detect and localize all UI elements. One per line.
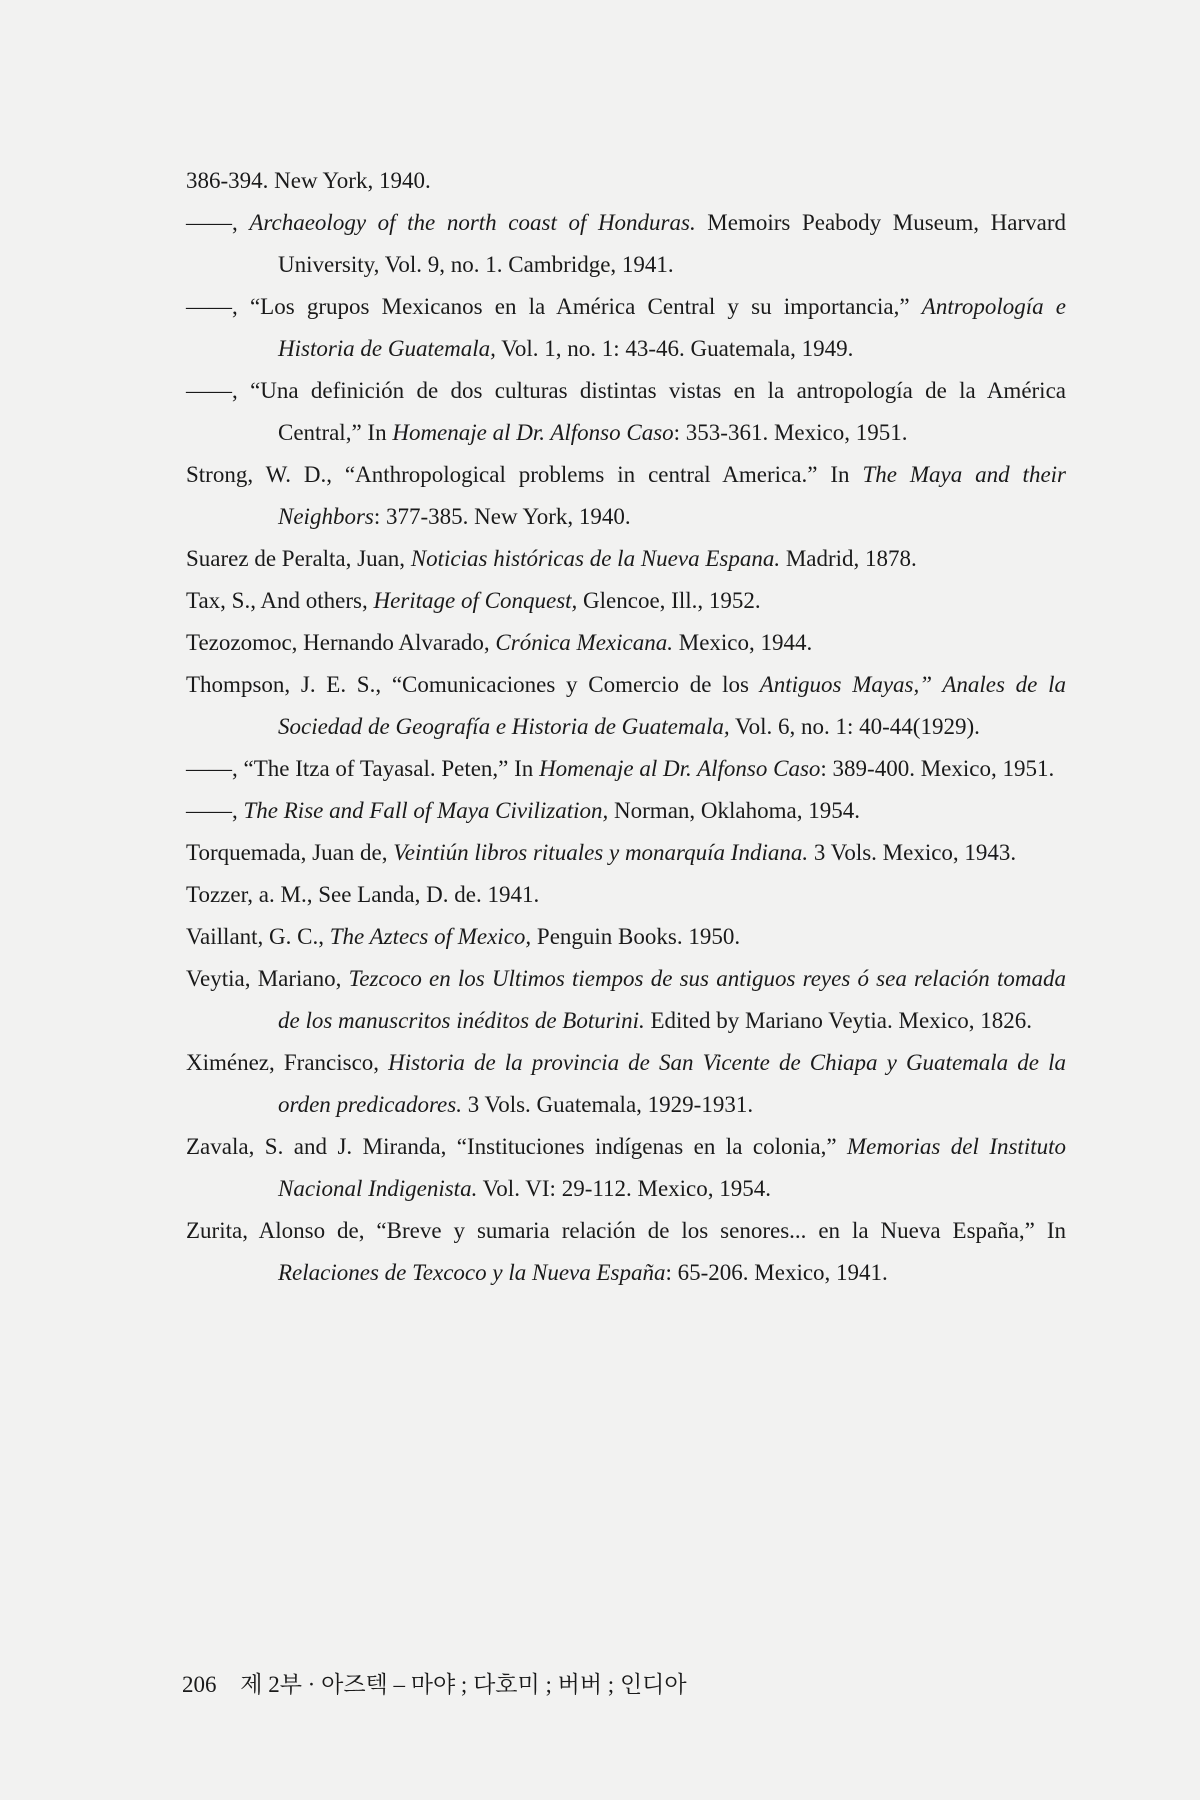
entry-title-italic: Homenaje al Dr. Alfonso Caso: [539, 756, 821, 781]
entry-title-italic: The Maya and their Neighbors: [278, 462, 1066, 529]
entry-text: Zavala, S. and J. Miranda, “Instituciones indígenas en la colonia,”: [186, 1134, 848, 1159]
bibliography-entry: [186, 454, 1066, 538]
entry-title-italic: The Aztecs of Mexico,: [329, 924, 532, 949]
bibliography-entry: [186, 790, 1066, 832]
entry-text: 386-394. New York, 1940.: [186, 168, 431, 193]
bibliography-entry: [186, 580, 1066, 622]
entry-text: Glencoe, Ill., 1952.: [577, 588, 761, 613]
entry-text: Ximénez, Francisco,: [186, 1050, 389, 1075]
entry-text: Thompson, J. E. S., “Comunicaciones y Comercio de los: [186, 672, 760, 697]
bibliography-entry: [186, 916, 1066, 958]
entry-title-italic: Antiguos Mayas,” Anales de la Sociedad de Geografía e Historia de Guatemala,: [278, 672, 1066, 739]
entry-text: Tozzer, a. M., See Landa, D. de. 1941.: [186, 882, 540, 907]
entry-text: Veytia, Mariano,: [186, 966, 349, 991]
entry-title-italic: Noticias históricas de la Nueva Espana.: [410, 546, 781, 571]
entry-text: Vol. VI: 29-112. Mexico, 1954.: [477, 1176, 772, 1201]
entry-title-italic: The Rise and Fall of Maya Civilization,: [243, 798, 609, 823]
bibliography-entry: [186, 958, 1066, 1042]
entry-text: Mexico, 1944.: [673, 630, 813, 655]
bibliography-entry: [186, 622, 1066, 664]
bibliography-entry: [186, 664, 1066, 748]
entry-text: Norman, Oklahoma, 1954.: [608, 798, 860, 823]
bibliography-list: [186, 160, 1066, 1294]
entry-title-italic: Memorias del Instituto Nacional Indigenista.: [278, 1134, 1066, 1201]
page-footer: [182, 1670, 687, 1700]
entry-text: Madrid, 1878.: [780, 546, 917, 571]
entry-text: ——, “The Itza of Tayasal. Peten,” In: [186, 756, 540, 781]
bibliography-entry: [186, 1126, 1066, 1210]
entry-text: Vaillant, G. C.,: [186, 924, 330, 949]
entry-text: : 377-385. New York, 1940.: [373, 504, 631, 529]
entry-text: Strong, W. D., “Anthropological problems in central America.” In: [186, 462, 863, 487]
entry-title-italic: Archaeology of the north coast of Honduras.: [249, 210, 696, 235]
bibliography-entry: [186, 874, 1066, 916]
running-head: 제 2부 · 아즈텍 – 마야 ; 다호미 ; 버버 ; 인디아: [240, 1672, 687, 1697]
entry-text: Vol. 1, no. 1: 43-46. Guatemala, 1949.: [495, 336, 854, 361]
bibliography-entry: [186, 202, 1066, 286]
entry-text: Penguin Books. 1950.: [531, 924, 741, 949]
entry-title-italic: Tezcoco en los Ultimos tiempos de sus antiguos reyes ó sea relación tomada de los manuscritos inéditos de Boturini.: [278, 966, 1066, 1033]
entry-text: Tezozomoc, Hernando Alvarado,: [186, 630, 496, 655]
entry-text: : 353-361. Mexico, 1951.: [673, 420, 908, 445]
bibliography-entry: [186, 286, 1066, 370]
entry-title-italic: Relaciones de Texcoco y la Nueva España: [278, 1260, 666, 1285]
bibliography-entry: [186, 748, 1066, 790]
entry-text: ——, “Los grupos Mexicanos en la América Central y su importancia,”: [186, 294, 922, 319]
entry-text: Suarez de Peralta, Juan,: [186, 546, 411, 571]
bibliography-entry: [186, 538, 1066, 580]
entry-text: ——,: [186, 798, 244, 823]
entry-text: : 389-400. Mexico, 1951.: [820, 756, 1055, 781]
bibliography-entry: [186, 370, 1066, 454]
entry-title-italic: Heritage of Conquest,: [373, 588, 578, 613]
entry-text: ——, “Una definición de dos culturas distintas vistas en la antropología de la América Central,” In: [186, 378, 1066, 445]
entry-title-italic: Antropología e Historia de Guatemala,: [278, 294, 1066, 361]
entry-text: Zurita, Alonso de, “Breve y sumaria relación de los senores... en la Nueva España,” In: [186, 1218, 1066, 1243]
page-number: 206: [182, 1672, 217, 1697]
entry-text: 3 Vols. Mexico, 1943.: [808, 840, 1017, 865]
entry-title-italic: Historia de la provincia de San Vicente de Chiapa y Guatemala de la orden predicadores.: [278, 1050, 1066, 1117]
bibliography-entry: [186, 160, 1066, 202]
entry-text: Tax, S., And others,: [186, 588, 374, 613]
bibliography-entry: [186, 1210, 1066, 1294]
entry-title-italic: Homenaje al Dr. Alfonso Caso: [392, 420, 674, 445]
entry-text: 3 Vols. Guatemala, 1929-1931.: [461, 1092, 754, 1117]
entry-text: ——,: [186, 210, 250, 235]
bibliography-entry: [186, 1042, 1066, 1126]
entry-text: : 65-206. Mexico, 1941.: [665, 1260, 888, 1285]
entry-text: Torquemada, Juan de,: [186, 840, 394, 865]
bibliography-entry: [186, 832, 1066, 874]
entry-text: Edited by Mariano Veytia. Mexico, 1826.: [644, 1008, 1033, 1033]
entry-text: Memoirs Peabody Museum, Harvard University, Vol. 9, no. 1. Cambridge, 1941.: [278, 210, 1066, 277]
entry-text: Vol. 6, no. 1: 40-44(1929).: [729, 714, 980, 739]
entry-title-italic: Crónica Mexicana.: [495, 630, 673, 655]
entry-title-italic: Veintiún libros rituales y monarquía Indiana.: [393, 840, 809, 865]
